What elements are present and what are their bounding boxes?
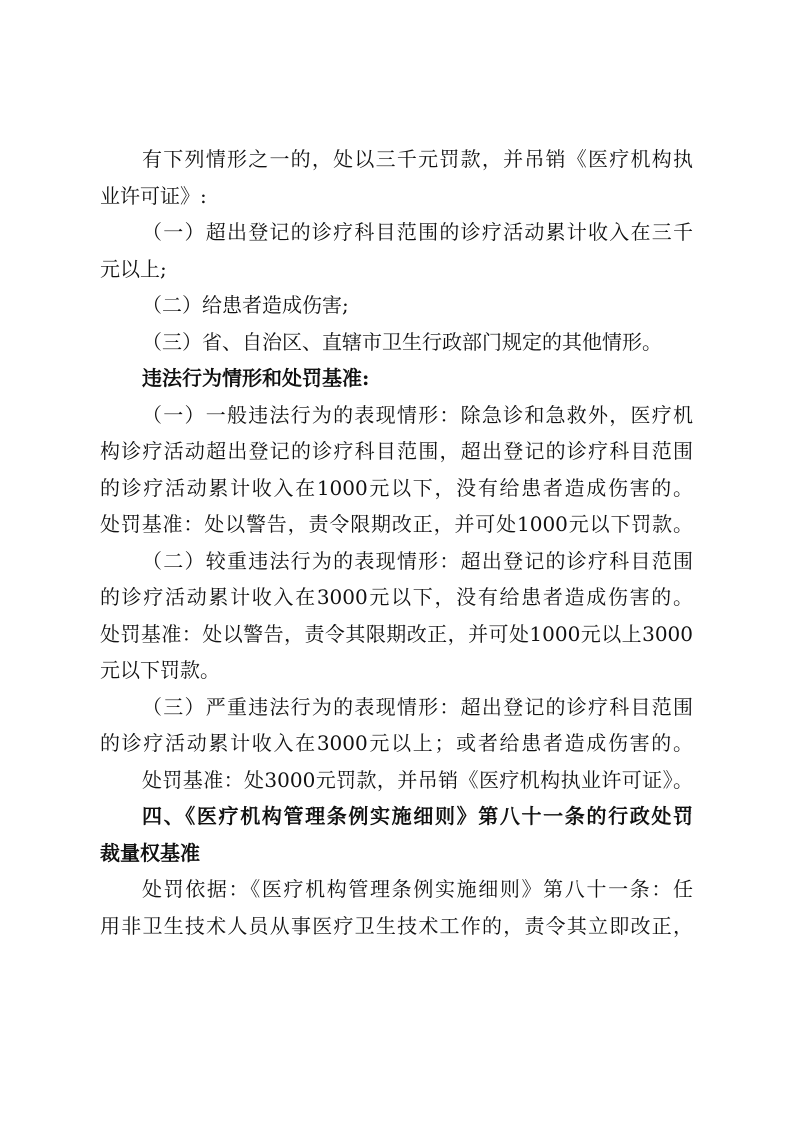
- text-line: 处罚依据：《医疗机构管理条例实施细则》第八十一条：任: [142, 877, 693, 901]
- text-line: （三）省、自治区、直辖市卫生行政部门规定的其他情形。: [142, 329, 662, 354]
- text-line: 元以下罚款。: [100, 658, 220, 682]
- text-line: 处罚基准：处3000元罚款，并吊销《医疗机构执业许可证》。: [142, 767, 693, 792]
- text-line: 业许可证》:: [100, 183, 207, 208]
- text-line: 构诊疗活动超出登记的诊疗科目范围，超出登记的诊疗科目范围: [100, 439, 693, 463]
- text-line: 用非卫生技术人员从事医疗卫生技术工作的，责令其立即改正，: [100, 913, 693, 938]
- text-line: 的诊疗活动累计收入在1000元以下，没有给患者造成伤害的。: [100, 475, 693, 500]
- text-line: 处罚基准：处以警告，责令限期改正，并可处1000元以下罚款。: [100, 512, 693, 536]
- heading-line: 四、《医疗机构管理条例实施细则》第八十一条的行政处罚: [142, 804, 693, 828]
- text-line: （一）超出登记的诊疗科目范围的诊疗活动累计收入在三千: [142, 220, 693, 244]
- text-line: 元以上;: [100, 256, 167, 281]
- text-line: 处罚基准：处以警告，责令其限期改正，并可处1000元以上3000: [100, 621, 693, 646]
- text-line: 的诊疗活动累计收入在3000元以上；或者给患者造成伤害的。: [100, 731, 693, 755]
- document-body: [100, 141, 693, 944]
- text-line: （二）较重违法行为的表现情形：超出登记的诊疗科目范围: [142, 548, 693, 573]
- text-line: 有下列情形之一的，处以三千元罚款，并吊销《医疗机构执: [142, 147, 693, 171]
- heading-line: 违法行为情形和处罚基准:: [142, 366, 370, 390]
- text-line: （二）给患者造成伤害;: [142, 293, 349, 317]
- heading-line: 裁量权基准: [100, 840, 200, 865]
- text-line: （三）严重违法行为的表现情形：超出登记的诊疗科目范围: [142, 694, 693, 719]
- text-line: （一）一般违法行为的表现情形：除急诊和急救外，医疗机: [142, 402, 693, 427]
- text-line: 的诊疗活动累计收入在3000元以下，没有给患者造成伤害的。: [100, 585, 693, 609]
